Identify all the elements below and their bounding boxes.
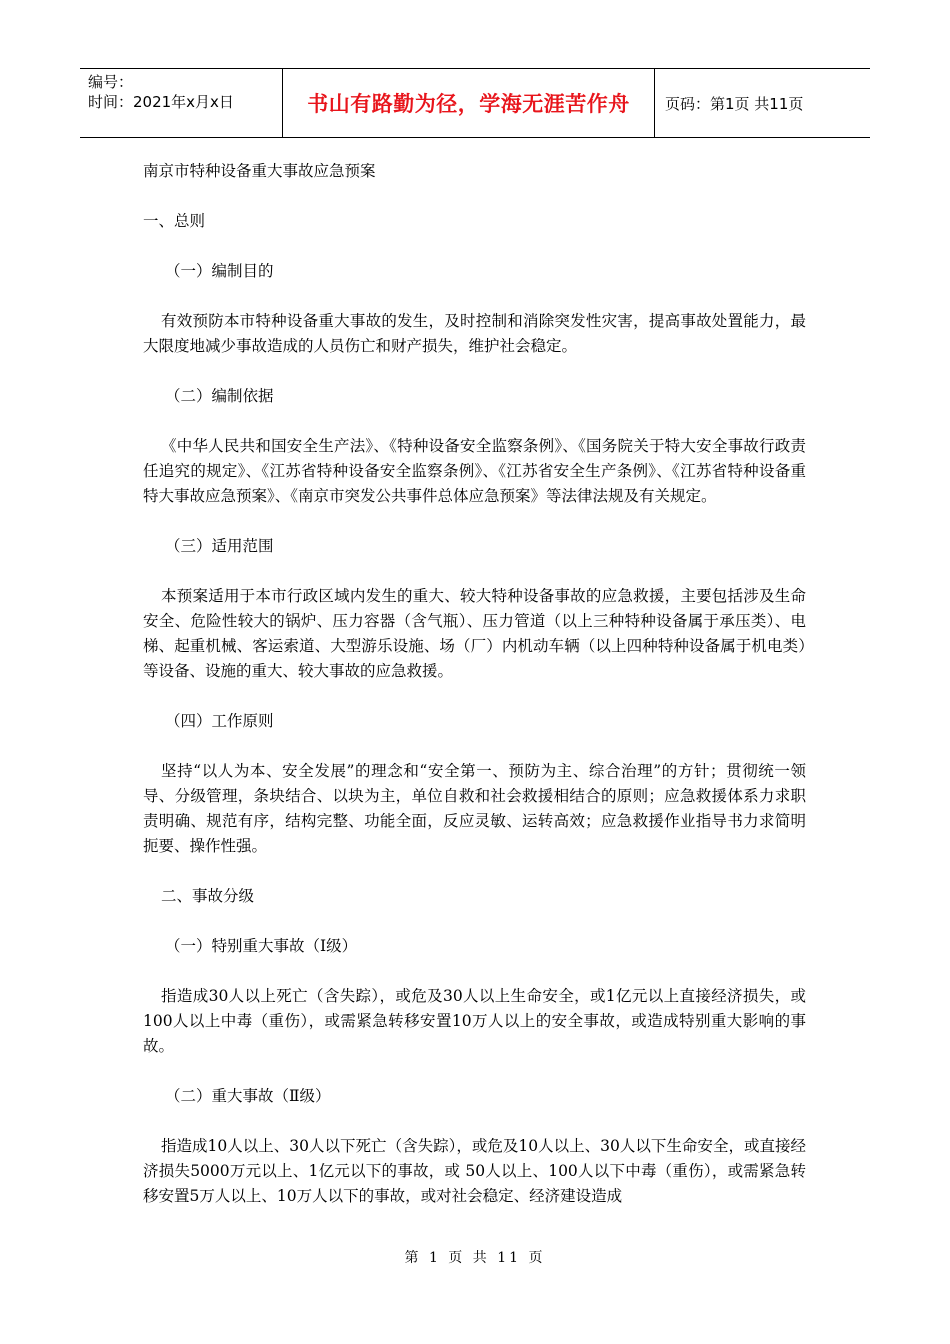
section-heading: 二、事故分级 [161, 887, 255, 905]
subsection-heading: （二）编制依据 [165, 387, 274, 405]
subsection-heading: （一）特别重大事故（Ⅰ级） [165, 937, 358, 955]
subsection-heading: （四）工作原则 [165, 712, 274, 730]
header-motto: 书山有路勤为径，学海无涯苦作舟 [282, 69, 655, 137]
document-body [143, 159, 806, 1209]
paragraph: 有效预防本市特种设备重大事故的发生，及时控制和消除突发性灾害，提高事故处置能力，最大限度地减少事故造成的人员伤亡和财产损失，维护社会稳定。 [143, 312, 806, 355]
document-number-label: 编号： [88, 73, 134, 91]
subsection-heading: （一）编制目的 [165, 262, 274, 280]
page-header [80, 68, 870, 138]
section-heading: 一、总则 [143, 212, 206, 230]
document-date-label: 时间：2021年x月x日 [88, 93, 234, 111]
document-title: 南京市特种设备重大事故应急预案 [143, 162, 376, 180]
paragraph: 本预案适用于本市行政区域内发生的重大、较大特种设备事故的应急救援，主要包括涉及生命安全、危险性较大的锅炉、压力容器（含气瓶）、压力管道（以上三种特种设备属于承压类）、电梯、起重机械、客运索道、大型游乐设施、场（厂）内机动车辆（以上四种特种设备属于机电类）等设备、设施的重大、较大事故的应急救援。 [143, 587, 806, 680]
paragraph: 指造成30人以上死亡（含失踪），或危及30人以上生命安全，或1亿元以上直接经济损失，或100人以上中毒（重伤），或需紧急转移安置10万人以上的安全事故，或造成特别重大影响的事故。 [143, 987, 806, 1055]
header-page-info: 页码：第1页 共11页 [665, 94, 804, 113]
subsection-heading: （二）重大事故（Ⅱ级） [165, 1087, 331, 1105]
paragraph: 坚持“以人为本、安全发展”的理念和“安全第一、预防为主、综合治理”的方针；贯彻统一领导、分级管理，条块结合、以块为主，单位自救和社会救援相结合的原则；应急救援体系力求职责明确、规范有序，结构完整、功能全面，反应灵敏、运转高效；应急救援作业指导书力求简明扼要、操作性强。 [143, 762, 806, 855]
paragraph: 《中华人民共和国安全生产法》、《特种设备安全监察条例》、《国务院关于特大安全事故行政责任追究的规定》、《江苏省特种设备安全监察条例》、《江苏省安全生产条例》、《江苏省特种设备重特大事故应急预案》、《南京市突发公共事件总体应急预案》等法律法规及有关规定。 [143, 437, 806, 505]
header-meta [80, 69, 282, 137]
subsection-heading: （三）适用范围 [165, 537, 274, 555]
page-footer: 第 1 页 共 11 页 [404, 1250, 546, 1266]
paragraph: 指造成10人以上、30人以下死亡（含失踪），或危及10人以上、30人以下生命安全，或直接经济损失5000万元以上、1亿元以下的事故，或 50人以上、100人以下中毒（重伤），或需紧急转移安置5万人以上、10万人以下的事故，或对社会稳定、经济建设造成 [143, 1137, 806, 1205]
